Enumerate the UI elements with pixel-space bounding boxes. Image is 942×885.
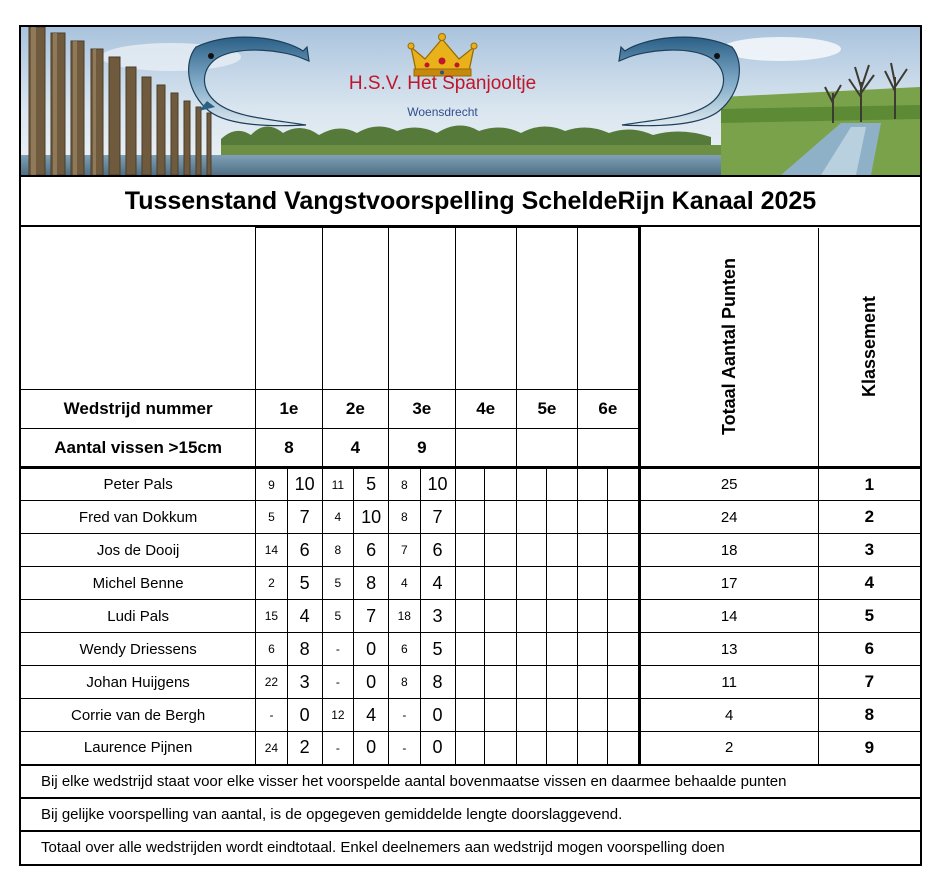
- predicted-count: [455, 567, 485, 600]
- match-points: 8: [420, 666, 455, 699]
- ranking-position: 7: [818, 666, 920, 699]
- match-number-6: 6e: [578, 390, 640, 429]
- predicted-count: [516, 501, 546, 534]
- total-points: 14: [639, 600, 818, 633]
- match-points: 0: [354, 732, 389, 765]
- match-points: 6: [420, 534, 455, 567]
- predicted-count: [516, 666, 546, 699]
- table-row: [21, 633, 920, 666]
- predicted-count: [516, 600, 546, 633]
- header-spacer: [21, 228, 256, 390]
- match-points: 2: [287, 732, 322, 765]
- predicted-count: 6: [256, 633, 287, 666]
- footnote-row: [21, 831, 920, 864]
- match-points: [485, 732, 516, 765]
- match-points: [546, 699, 577, 732]
- match-points: [608, 468, 640, 501]
- participant-name: Laurence Pijnen: [21, 732, 256, 765]
- match-number-label: Wedstrijd nummer: [21, 390, 256, 429]
- match-points: [485, 699, 516, 732]
- total-points: 18: [639, 534, 818, 567]
- participant-name: Johan Huijgens: [21, 666, 256, 699]
- predicted-count: 22: [256, 666, 287, 699]
- match-points: 0: [287, 699, 322, 732]
- footnote-row: [21, 798, 920, 831]
- match-points: [546, 567, 577, 600]
- fish-count-3: 9: [389, 429, 455, 468]
- match-points: [485, 534, 516, 567]
- participant-name: Wendy Driessens: [21, 633, 256, 666]
- predicted-count: [455, 666, 485, 699]
- predicted-count: 6: [389, 633, 420, 666]
- predicted-count: [578, 600, 608, 633]
- predicted-count: -: [256, 699, 287, 732]
- match-points: 4: [354, 699, 389, 732]
- predicted-count: 8: [389, 501, 420, 534]
- match-points: [546, 666, 577, 699]
- predicted-count: [516, 699, 546, 732]
- match-points: [608, 567, 640, 600]
- match-points: 5: [287, 567, 322, 600]
- fish-count-label: Aantal vissen >15cm: [21, 429, 256, 468]
- predicted-count: 5: [322, 600, 353, 633]
- predicted-count: -: [322, 666, 353, 699]
- match-points: 7: [287, 501, 322, 534]
- participant-name: Michel Benne: [21, 567, 256, 600]
- fish-count-6: [578, 429, 640, 468]
- predicted-count: [578, 468, 608, 501]
- match-points: 0: [420, 732, 455, 765]
- predicted-count: 24: [256, 732, 287, 765]
- standings-table: [21, 227, 920, 864]
- table-row: [21, 600, 920, 633]
- match-points: 10: [420, 468, 455, 501]
- match-points: [546, 501, 577, 534]
- footnote-2: Bij gelijke voorspelling van aantal, is de opgegeven gemiddelde lengte doorslaggevend.: [21, 798, 920, 831]
- predicted-count: -: [322, 633, 353, 666]
- predicted-count: 8: [389, 468, 420, 501]
- match-points: [546, 633, 577, 666]
- total-points-header: Totaal Aantal Punten: [639, 228, 818, 468]
- predicted-count: [578, 666, 608, 699]
- match-number-2: 2e: [322, 390, 388, 429]
- footnote-3: Totaal over alle wedstrijden wordt eindtotaal. Enkel deelnemers aan wedstrijd mogen voorspelling doen: [21, 831, 920, 864]
- match-points: 6: [287, 534, 322, 567]
- match-number-4: 4e: [455, 390, 516, 429]
- predicted-count: 7: [389, 534, 420, 567]
- ranking-position: 1: [818, 468, 920, 501]
- ranking-position: 4: [818, 567, 920, 600]
- total-points: 2: [639, 732, 818, 765]
- predicted-count: [455, 534, 485, 567]
- ranking-position: 6: [818, 633, 920, 666]
- table-row: [21, 501, 920, 534]
- match-points: 0: [354, 633, 389, 666]
- predicted-count: 9: [256, 468, 287, 501]
- ranking-position: 5: [818, 600, 920, 633]
- match-points: [485, 501, 516, 534]
- ranking-position: 3: [818, 534, 920, 567]
- match-points: 7: [354, 600, 389, 633]
- predicted-count: [578, 699, 608, 732]
- ranking-header: Klassement: [818, 228, 920, 468]
- match-points: 5: [354, 468, 389, 501]
- table-row: [21, 468, 920, 501]
- predicted-count: [516, 567, 546, 600]
- predicted-count: [516, 534, 546, 567]
- table-row: [21, 666, 920, 699]
- header-spacer-row: [21, 228, 920, 390]
- match-points: [485, 666, 516, 699]
- match-points: [485, 600, 516, 633]
- match-points: 0: [354, 666, 389, 699]
- predicted-count: [578, 567, 608, 600]
- banner-illustration: [21, 27, 920, 175]
- match-points: 10: [354, 501, 389, 534]
- match-points: 6: [354, 534, 389, 567]
- predicted-count: [578, 501, 608, 534]
- predicted-count: 2: [256, 567, 287, 600]
- match-points: 3: [420, 600, 455, 633]
- match-points: [546, 534, 577, 567]
- predicted-count: [455, 633, 485, 666]
- match-number-1: 1e: [256, 390, 322, 429]
- match-points: [608, 501, 640, 534]
- match-points: 0: [420, 699, 455, 732]
- predicted-count: 4: [389, 567, 420, 600]
- match-number-3: 3e: [389, 390, 455, 429]
- predicted-count: [455, 468, 485, 501]
- footnote-row: [21, 765, 920, 798]
- predicted-count: 18: [389, 600, 420, 633]
- page-title-text: Tussenstand Vangstvoorspelling ScheldeRijn Kanaal 2025: [124, 186, 817, 215]
- fish-count-5: [516, 429, 577, 468]
- ranking-position: 2: [818, 501, 920, 534]
- predicted-count: 5: [256, 501, 287, 534]
- match-points: [546, 600, 577, 633]
- standings-sheet: [19, 25, 922, 866]
- match-points: 5: [420, 633, 455, 666]
- fish-count-2: 4: [322, 429, 388, 468]
- match-points: [546, 732, 577, 765]
- ranking-position: 8: [818, 699, 920, 732]
- club-town: Woensdrecht: [407, 105, 478, 119]
- total-points: 4: [639, 699, 818, 732]
- participant-name: Corrie van de Bergh: [21, 699, 256, 732]
- predicted-count: -: [322, 732, 353, 765]
- match-points: 8: [287, 633, 322, 666]
- fish-count-4: [455, 429, 516, 468]
- predicted-count: [516, 468, 546, 501]
- predicted-count: -: [389, 699, 420, 732]
- total-points: 11: [639, 666, 818, 699]
- match-points: [546, 468, 577, 501]
- match-points: [485, 633, 516, 666]
- match-points: [608, 732, 640, 765]
- match-points: [608, 699, 640, 732]
- participant-name: Peter Pals: [21, 468, 256, 501]
- match-points: 10: [287, 468, 322, 501]
- total-points: 13: [639, 633, 818, 666]
- total-points: 25: [639, 468, 818, 501]
- match-points: [608, 666, 640, 699]
- table-row: [21, 699, 920, 732]
- predicted-count: -: [389, 732, 420, 765]
- match-points: [608, 534, 640, 567]
- table-row: [21, 732, 920, 765]
- predicted-count: 5: [322, 567, 353, 600]
- fish-count-1: 8: [256, 429, 322, 468]
- predicted-count: 12: [322, 699, 353, 732]
- match-points: 3: [287, 666, 322, 699]
- predicted-count: 14: [256, 534, 287, 567]
- match-points: [485, 468, 516, 501]
- match-points: 7: [420, 501, 455, 534]
- ranking-position: 9: [818, 732, 920, 765]
- table-row: [21, 567, 920, 600]
- match-points: [608, 600, 640, 633]
- page-title: [21, 177, 920, 227]
- predicted-count: [578, 633, 608, 666]
- match-points: [485, 567, 516, 600]
- predicted-count: [455, 732, 485, 765]
- predicted-count: [455, 600, 485, 633]
- match-points: [608, 633, 640, 666]
- match-points: 4: [420, 567, 455, 600]
- predicted-count: [455, 699, 485, 732]
- participant-name: Ludi Pals: [21, 600, 256, 633]
- footnote-1: Bij elke wedstrijd staat voor elke visser het voorspelde aantal bovenmaatse vissen en daarmee behaalde punten: [21, 765, 920, 798]
- match-points: 4: [287, 600, 322, 633]
- predicted-count: [516, 633, 546, 666]
- predicted-count: 15: [256, 600, 287, 633]
- club-banner: [21, 27, 920, 177]
- match-points: 8: [354, 567, 389, 600]
- predicted-count: [516, 732, 546, 765]
- table-row: [21, 534, 920, 567]
- participant-name: Jos de Dooij: [21, 534, 256, 567]
- participant-name: Fred van Dokkum: [21, 501, 256, 534]
- predicted-count: [578, 732, 608, 765]
- total-points: 24: [639, 501, 818, 534]
- predicted-count: 8: [322, 534, 353, 567]
- predicted-count: 8: [389, 666, 420, 699]
- predicted-count: [578, 534, 608, 567]
- predicted-count: [455, 501, 485, 534]
- predicted-count: 4: [322, 501, 353, 534]
- club-name: H.S.V. Het Spanjooltje: [348, 73, 537, 94]
- predicted-count: 11: [322, 468, 353, 501]
- total-points: 17: [639, 567, 818, 600]
- match-number-5: 5e: [516, 390, 577, 429]
